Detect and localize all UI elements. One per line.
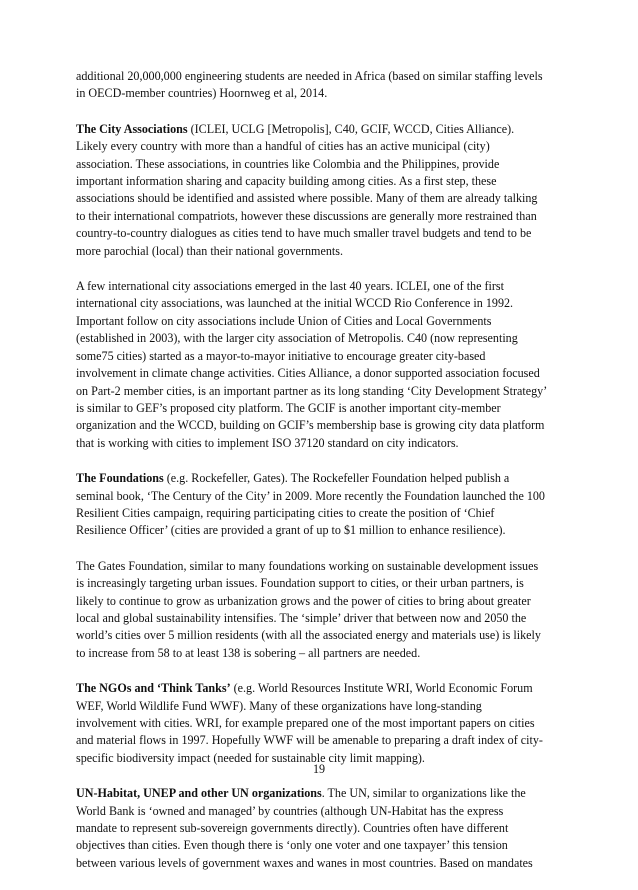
text-line <box>76 190 566 207</box>
line-text: (e.g. World Resources Institute WRI, World Economic Forum <box>230 681 533 696</box>
text-line <box>76 680 566 697</box>
text-line <box>76 313 566 330</box>
text-line <box>76 803 566 820</box>
line-text: associations should be identified and assisted where possible. Many of them are already talking <box>76 191 538 206</box>
text-line <box>76 575 566 592</box>
line-text: on Part-2 member cities, is an important partner as its long standing ‘City Development Strategy’ <box>76 383 548 398</box>
section-heading: The City Associations <box>76 121 188 136</box>
line-text: some75 cities) started as a mayor-to-mayor initiative to encourage greater city-based <box>76 348 486 363</box>
text-line <box>76 365 566 382</box>
line-text: WEF, World Wildlife Fund WWF). Many of these organizations have long-standing <box>76 698 482 713</box>
line-text: involvement with cities. WRI, for example prepared one of the most important papers on cities <box>76 716 535 730</box>
page-number: 19 <box>312 762 326 776</box>
paragraph <box>76 278 566 452</box>
text-line <box>76 435 566 452</box>
line-text: World Bank is ‘owned and managed’ by countries (although UN-Habitat has the express <box>76 803 504 818</box>
text-line <box>76 225 566 242</box>
line-text: organization and the WCCD, building on GCIF’s membership base is growing city data platform <box>76 418 545 433</box>
line-text: (ICLEI, UCLG [Metropolis], C40, GCIF, WCCD, Cities Alliance). <box>187 121 515 136</box>
text-line <box>76 156 566 173</box>
line-text: seminal book, ‘The Century of the City’ in 2009. More recently the Foundation launched the 100 <box>76 488 545 503</box>
line-text: world’s cities over 5 million residents (with all the associated energy and materials use) is likely <box>76 628 541 643</box>
text-line <box>76 558 566 575</box>
text-line <box>76 522 566 539</box>
text-line <box>76 278 566 295</box>
line-text: important information sharing and capacity building among cities. As a first step, these <box>76 174 497 189</box>
text-line <box>76 400 566 417</box>
line-text: Important follow on city associations include Union of Cities and Local Governments <box>76 313 492 328</box>
line-text: association. These associations, in countries like Colombia and the Philippines, provide <box>76 156 500 171</box>
paragraph <box>76 68 566 103</box>
text-line <box>76 85 566 102</box>
text-line <box>76 121 566 138</box>
line-text: involvement in climate change activities. Cities Alliance, a donor supported association focused <box>76 366 540 381</box>
text-line <box>76 732 566 749</box>
text-line <box>76 837 566 854</box>
line-text: international city associations, was launched at the initial WCCD Rio Conference in 1992. <box>76 296 514 311</box>
section-heading: The Foundations <box>76 471 164 486</box>
line-text: to their international compatriots, however these discussions are generally more restrained than <box>76 208 537 223</box>
line-text: likely to continue to grow as urbanization grows and the power of cities to bring about greater <box>76 593 531 608</box>
text-line <box>76 295 566 312</box>
line-text: local and global sustainability intensifies. The ‘simple’ driver that between now and 2050 the <box>76 610 527 625</box>
line-text: Likely every country with more than a handful of cities has an active municipal (city) <box>76 139 490 154</box>
line-text: more parochial (local) than their national governments. <box>76 243 343 258</box>
line-text: is increasingly targeting urban issues. Foundation support to cities, or their urban partners, is <box>76 576 524 591</box>
text-line <box>76 593 566 610</box>
line-text: (established in 2003), with the larger city association of Metropolis. C40 (now representing <box>76 331 518 346</box>
text-line <box>76 208 566 225</box>
text-line <box>76 470 566 487</box>
section-heading: UN-Habitat, UNEP and other UN organizations <box>76 786 322 801</box>
paragraph <box>76 121 566 260</box>
text-line <box>76 698 566 715</box>
line-text: to increase from 58 to at least 138 is sobering – all partners are needed. <box>76 645 421 660</box>
line-text: . The UN, similar to organizations like the <box>321 786 526 801</box>
text-line <box>76 348 566 365</box>
line-text: Resilience Officer’ (cities are provided a grant of up to $1 million to enhance resilience). <box>76 523 506 538</box>
paragraph <box>76 785 566 872</box>
text-line <box>76 488 566 505</box>
paragraph <box>76 558 566 662</box>
text-line <box>76 173 566 190</box>
text-line <box>76 610 566 627</box>
paragraph <box>76 680 566 767</box>
line-text: in OECD-member countries) Hoornweg et al, 2014. <box>76 86 328 101</box>
text-line <box>76 138 566 155</box>
section-heading: The NGOs and ‘Think Tanks’ <box>76 681 231 696</box>
line-text: objectives than cities. Even though there is ‘only one voter and one taxpayer’ this tension <box>76 838 508 853</box>
line-text: The Gates Foundation, similar to many foundations working on sustainable development issues <box>76 558 539 573</box>
line-text: and material flows in 1997. Hopefully WWF will be amenable to preparing a draft index of city- <box>76 733 543 748</box>
line-text: specific biodiversity impact (needed for sustainable city limit mapping). <box>76 750 425 765</box>
line-text: additional 20,000,000 engineering students are needed in Africa (based on similar staffing levels <box>76 69 543 83</box>
text-line <box>76 417 566 434</box>
text-line <box>76 383 566 400</box>
line-text: country-to-country dialogues as cities tend to have much smaller travel budgets and tend to be <box>76 226 532 241</box>
text-line <box>76 645 566 662</box>
text-line <box>76 627 566 644</box>
text-line <box>76 785 566 802</box>
text-line <box>76 330 566 347</box>
text-line <box>76 243 566 260</box>
text-line <box>76 820 566 837</box>
line-text: mandate to represent sub-sovereign governments directly). Countries often have different <box>76 821 509 836</box>
line-text: A few international city associations emerged in the last 40 years. ICLEI, one of the first <box>76 279 504 294</box>
paragraph <box>76 470 566 540</box>
text-line <box>76 505 566 522</box>
text-line <box>76 715 566 732</box>
text-line <box>76 68 566 85</box>
line-text: (e.g. Rockefeller, Gates). The Rockefeller Foundation helped publish a <box>163 471 510 486</box>
line-text: between various levels of government waxes and wanes in most countries. Based on mandates <box>76 855 533 870</box>
line-text: Resilient Cities campaign, requiring participating cities to create the position of ‘Chief <box>76 505 495 520</box>
line-text: that is working with cities to implement ISO 37120 standard on city indicators. <box>76 435 459 450</box>
text-line <box>76 855 566 872</box>
line-text: is similar to GEF’s proposed city platform. The GCIF is another important city-member <box>76 400 501 415</box>
